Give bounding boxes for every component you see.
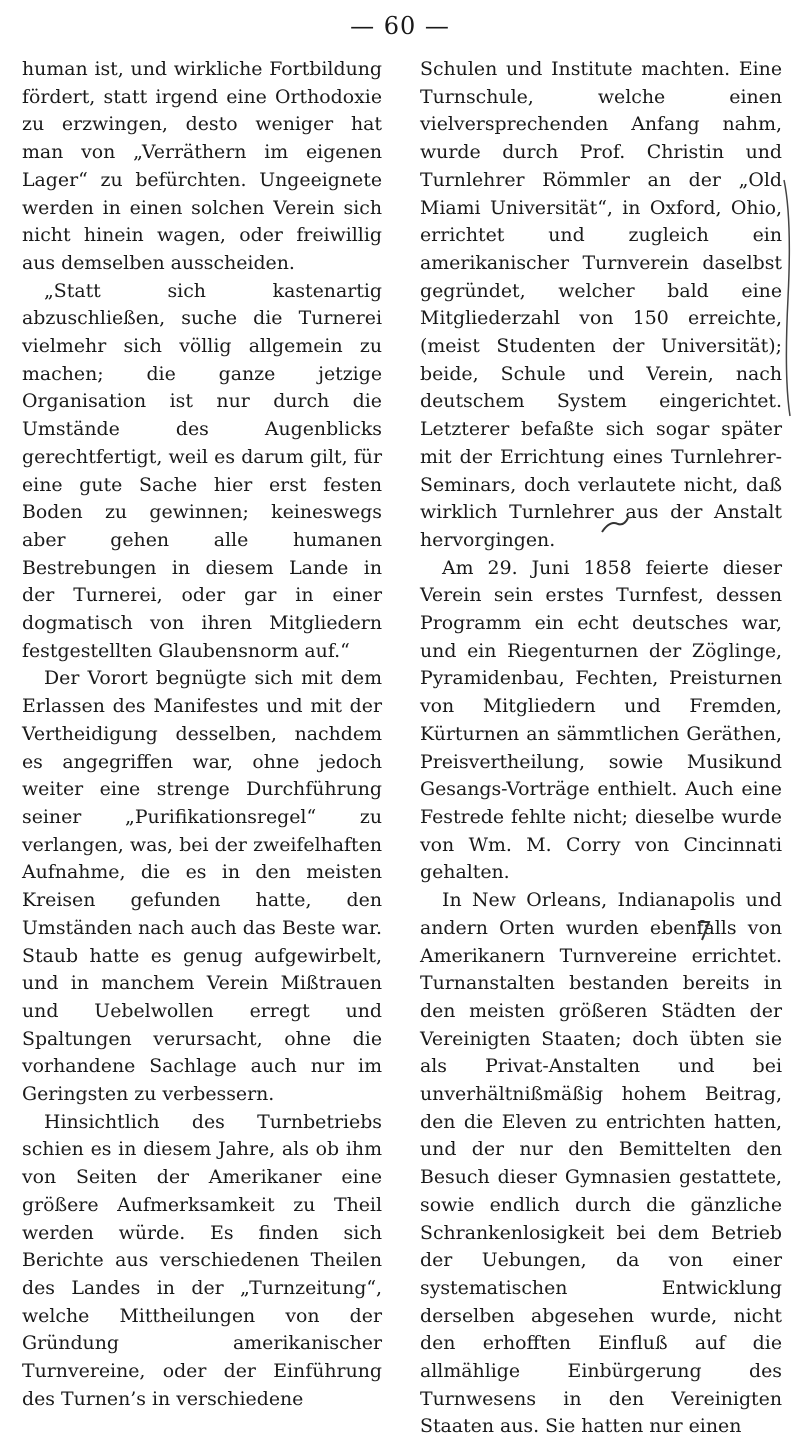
page-number: — 60 — [350, 12, 450, 40]
right-column [420, 56, 782, 1438]
pencil-tick-icon [696, 920, 712, 942]
paragraph: human ist, und wirkliche Fortbildung fördert, statt irgend eine Orthodoxie zu erzwingen, desto weniger hat man von „Verräthern im eigenen Lager“ zu befürchten. Ungeeignete werden in einen solchen Verein sich nicht hinein wagen, oder freiwillig aus demselben ausscheiden. [22, 58, 382, 274]
paragraph: „Statt sich kastenartig abzuschließen, suche die Turnerei vielmehr sich völlig allgemein zu machen; die ganze jetzige Organisation ist nur durch die Umstände des Augenblicks gerechtfertigt, weil es darum gilt, für eine gute Sache hier erst festen Boden zu gewinnen; keineswegs aber gehen alle humanen Bestrebungen in diesem Lande in der Turnerei, oder gar in einer dogmatisch von ihren Mitgliedern festgestellten Glaubensnorm auf.“ [22, 279, 382, 662]
paragraph: Am 29. Juni 1858 feierte dieser Verein sein erstes Turnfest, dessen Programm ein echt deutsches war, und ein Riegenturnen der Zöglinge, Pyramidenbau, Fechten, Preisturnen von Mitgliedern und Fremden, Kürturnen an sämmtlichen Geräthen, Preisvertheilung, sowie Musikund Gesangs-Vorträge enthielt. Auch eine Festrede fehlte nicht; dieselbe wurde von Wm. M. Corry von Cincinnati gehalten. [420, 556, 782, 884]
paragraph: In New Orleans, Indianapolis und andern Orten wurden ebenfalls von Amerikanern Turnvereine errichtet. Turnanstalten bestanden bereits in den meisten größeren Städten der Vereinigten Staaten; doch übten sie als Privat-Anstalten und bei unverhältnißmäßig hohem Beitrag, den die Eleven zu entrichten hatten, und der nur den Bemittelten den Besuch dieser Gymnasien gestattete, sowie endlich durch die gänzliche Schrankenlosigkeit bei dem Betrieb der Uebungen, da von einer systematischen Entwicklung derselben abgesehen wurde, nicht den erhofften Einfluß auf die allmählige Einbürgerung des Turnwesens in den Vereinigten Staaten aus. Sie hatten nur einen [420, 889, 782, 1438]
paragraph: Der Vorort begnügte sich mit dem Erlassen des Manifestes und mit der Vertheidigung desselben, nachdem es angegriffen war, ohne jedoch weiter eine strenge Durchführung seiner „Purifikationsregel“ zu verlangen, was, bei der zweifelhaften Aufnahme, die es in den meisten Kreisen gefunden hatte, den Umständen nach auch das Beste war. Staub hatte es genug aufgewirbelt, und in manchem Verein Mißtrauen und Uebelwollen erregt und Spaltungen verursacht, ohne die vorhandene Sachlage auch nur im Geringsten zu verbessern. [22, 667, 382, 1106]
left-column [22, 56, 382, 1410]
bracket-mark-icon [782, 178, 794, 418]
pencil-mark-icon [600, 516, 630, 536]
paragraph: Hinsichtlich des Turnbetriebs schien es in diesem Jahre, als ob ihm von Seiten der Amerikaner eine größere Aufmerksamkeit zu Theil werden würde. Es finden sich Berichte aus verschiedenen Theilen des Landes in der „Turnzeitung“, welche Mittheilungen von der Gründung amerikanischer Turnvereine, oder der Einführung des Turnen’s in verschiedene [22, 1110, 382, 1410]
paragraph: Schulen und Institute machten. Eine Turnschule, welche einen vielversprechenden Anfang nahm, wurde durch Prof. Christin und Turnlehrer Römmler an der „Old Miami Universität“, in Oxford, Ohio, errichtet und zugleich ein amerikanischer Turnverein daselbst gegründet, welcher bald eine Mitgliederzahl von 150 erreichte, (meist Studenten der Universität); beide, Schule und Verein, nach deutschem System eingerichtet. Letzterer befaßte sich sogar später mit der Errichtung eines Turnlehrer-Seminars, doch verlautete nicht, daß wirklich Turnlehrer aus der Anstalt hervorgingen. [420, 58, 782, 551]
